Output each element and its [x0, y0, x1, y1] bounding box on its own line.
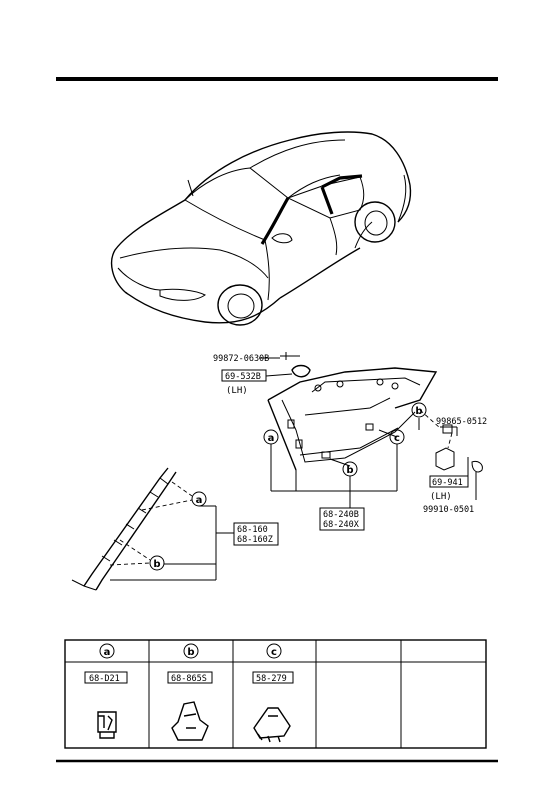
svg-text:b: b — [153, 559, 161, 570]
clip-c-icon — [254, 708, 290, 742]
bracket-side-note: (LH) — [430, 492, 452, 502]
screw-part-number: 99872-0630B — [213, 354, 270, 364]
table-col-a-callout: a — [103, 647, 111, 658]
clip-lower-part-number: 99910-0501 — [423, 505, 475, 515]
quarter-window-garnish — [322, 176, 362, 214]
bracket-part-number: 69-941 — [432, 478, 463, 488]
callout-b-1 — [412, 403, 426, 417]
car-illustration — [112, 132, 411, 325]
bracket-part — [436, 448, 454, 470]
callout-b-3 — [150, 556, 164, 570]
front-trim-part-number-2: 68-160Z — [237, 535, 273, 545]
clip-upper-part-number: 99865-0512 — [436, 417, 488, 427]
a-pillar-trim — [72, 468, 234, 590]
svg-text:b: b — [346, 465, 354, 476]
rear-trim-part-number-1: 68-240B — [323, 510, 359, 520]
a-pillar-garnish — [262, 198, 288, 244]
clip-b-icon — [172, 702, 208, 740]
clip-a-icon — [98, 712, 116, 738]
cap-side-note: (LH) — [226, 386, 248, 396]
table-col-a — [85, 644, 127, 738]
svg-text:a: a — [195, 495, 203, 506]
svg-text:b: b — [415, 406, 423, 417]
table-col-b — [168, 644, 212, 740]
table-col-c-part-number: 58-279 — [256, 674, 287, 684]
callout-a-1 — [264, 430, 278, 444]
svg-text:a: a — [267, 433, 275, 444]
table-col-b-callout: b — [187, 647, 195, 658]
screw-part — [280, 352, 300, 360]
front-trim-part-number-1: 68-160 — [237, 525, 268, 535]
table-col-c — [253, 644, 293, 742]
table-col-a-part-number: 68-D21 — [89, 674, 120, 684]
cap-part — [292, 366, 310, 377]
rear-trim-part-number-2: 68-240X — [323, 520, 359, 530]
table-col-b-part-number: 68-865S — [171, 674, 207, 684]
callout-c-1 — [390, 430, 404, 444]
cap-part-number: 69-532B — [225, 372, 261, 382]
quarter-trim-assembly — [268, 352, 482, 472]
callout-b-2 — [343, 462, 357, 476]
svg-text:c: c — [394, 433, 400, 444]
callout-a-2 — [192, 492, 206, 506]
table-col-c-callout: c — [271, 647, 277, 658]
